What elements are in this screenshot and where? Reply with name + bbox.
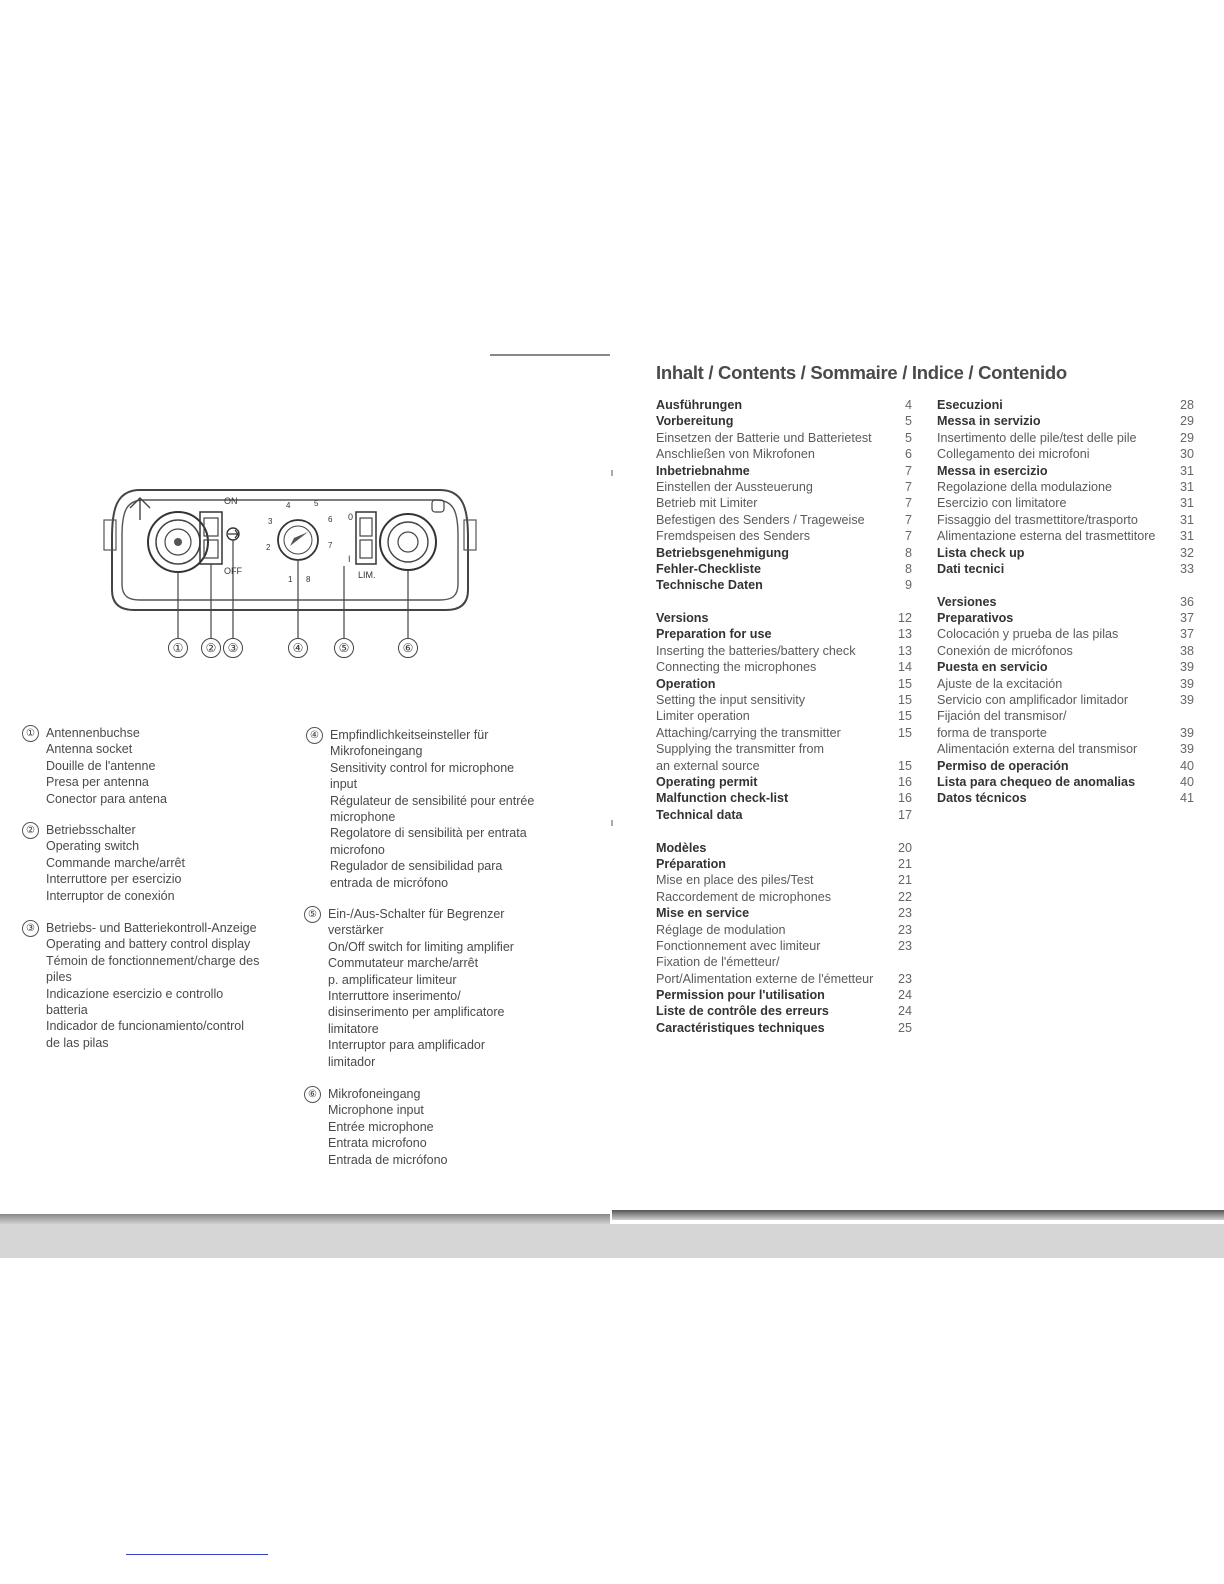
toc-page-number: 25 (897, 1020, 912, 1035)
toc-section-entry[interactable] (937, 545, 1194, 561)
toc-section-entry[interactable] (656, 987, 912, 1003)
toc-entry-title: Liste de contrôle des erreurs (656, 1004, 829, 1019)
legend-line: Regulador de sensibilidad para (330, 859, 503, 874)
toc-entry-title: Ajuste de la excitación (937, 676, 1063, 691)
toc-entry-title: Connecting the microphones (656, 660, 817, 675)
toc-subentry[interactable] (656, 872, 912, 888)
legend-item-4 (306, 727, 534, 891)
legend-line: On/Off switch for limiting amplifier (328, 939, 514, 954)
toc-page-number: 15 (897, 758, 912, 773)
toc-page-number: 36 (1179, 594, 1194, 609)
legend-line: Mikrofoneingang (328, 1087, 421, 1101)
device-panel-diagram (100, 470, 480, 650)
legend-line: Entrata microfono (328, 1136, 427, 1151)
legend-line: Operating and battery control display (46, 937, 251, 952)
toc-page-number: 8 (904, 561, 912, 576)
toc-subentry[interactable] (656, 889, 912, 905)
toc-subentry[interactable] (656, 725, 912, 741)
gutter-mark (611, 470, 613, 476)
zero-label: 0 (348, 512, 354, 522)
legend-line: entrada de micrófono (330, 875, 449, 890)
toc-subentry[interactable] (656, 758, 912, 774)
toc-page-number: 40 (1179, 774, 1194, 789)
limiter-switch-icon (348, 512, 376, 580)
off-label: OFF (224, 566, 242, 576)
toc-subentry[interactable] (656, 446, 912, 462)
scan-background (0, 1224, 1224, 1258)
toc-section-entry[interactable] (656, 1003, 912, 1019)
legend-item-2 (22, 822, 185, 904)
toc-page-number: 31 (1179, 463, 1194, 478)
legend-line: piles (46, 970, 72, 985)
toc-subentry[interactable] (937, 512, 1194, 528)
toc-section-entry[interactable] (937, 758, 1194, 774)
legend-line: Témoin de fonctionnement/charge des (46, 953, 260, 968)
toc-entry-title: Conexión de micrófonos (937, 643, 1073, 658)
toc-section-entry[interactable] (656, 856, 912, 872)
toc-section-entry[interactable] (656, 905, 912, 921)
legend-line: limitatore (328, 1021, 379, 1036)
toc-entry-title: Einstellen der Aussteuerung (656, 479, 813, 494)
legend-line: Douille de l'antenne (46, 758, 156, 773)
toc-entry-title: Messa in servizio (937, 414, 1041, 429)
control-display-icon (227, 528, 239, 540)
toc-page-number: 17 (897, 807, 912, 822)
legend-line: Commande marche/arrêt (46, 855, 185, 870)
toc-page-number: 39 (1179, 660, 1194, 675)
dial-number: 1 (288, 575, 293, 584)
toc-page-number: 22 (897, 889, 912, 904)
toc-entry-title: Betriebsgenehmigung (656, 545, 789, 560)
toc-entry-title: Versions (656, 611, 709, 626)
dial-number: 6 (328, 515, 333, 524)
toc-subentry[interactable] (656, 479, 912, 495)
toc-page-number: 23 (897, 922, 912, 937)
page-top-edge (490, 354, 610, 356)
legend-item-1 (22, 725, 167, 807)
toc-entry-title: Ausführungen (656, 398, 743, 412)
toc-page-number: 23 (897, 971, 912, 986)
toc-subentry[interactable] (937, 479, 1194, 495)
toc-subentry[interactable] (937, 446, 1194, 462)
toc-page-number: 8 (904, 545, 912, 560)
toc-subentry[interactable] (937, 676, 1194, 692)
toc-subentry[interactable] (656, 954, 912, 970)
toc-section-entry[interactable] (656, 463, 912, 479)
manual-spread (0, 350, 1224, 1270)
toc-entry-title: Inserting the batteries/battery check (656, 643, 856, 658)
toc-entry-title: Preparation for use (656, 627, 772, 642)
toc-entry-title: Einsetzen der Batterie und Batterietest (656, 430, 872, 445)
toc-page-number: 39 (1179, 676, 1194, 691)
toc-section-entry[interactable] (656, 807, 912, 823)
dial-number: 5 (314, 499, 319, 508)
toc-section-entry[interactable] (656, 577, 912, 593)
toc-entry-title: Attaching/carrying the transmitter (656, 725, 841, 740)
legend-line: Antennenbuchse (46, 726, 140, 740)
toc-page-number: 15 (897, 676, 912, 691)
legend-line: verstärker (328, 923, 384, 938)
microphone-input-icon (380, 514, 436, 570)
toc-entry-title: Insertimento delle pile/test delle pile (937, 430, 1137, 445)
legend-line: Conector para antena (46, 791, 167, 806)
toc-subentry[interactable] (937, 725, 1194, 741)
toc-subentry[interactable] (937, 643, 1194, 659)
legend-line: Operating switch (46, 839, 140, 854)
toc-entry-title: Puesta en servicio (937, 660, 1048, 675)
toc-section-entry[interactable] (937, 413, 1194, 429)
legend-number: ② (22, 822, 39, 839)
toc-page-number: 24 (897, 1004, 912, 1019)
toc-section-entry[interactable] (656, 413, 912, 429)
page-bottom-edge-left (0, 1214, 610, 1224)
toc-entry-title: Fissaggio del trasmettitore/trasporto (937, 512, 1138, 527)
toc-subentry[interactable] (937, 741, 1194, 757)
toc-entry-title: Raccordement de microphones (656, 889, 832, 904)
toc-page-number: 37 (1179, 611, 1194, 626)
dial-number: 2 (266, 543, 271, 552)
toc-subentry[interactable] (937, 495, 1194, 511)
toc-entry-title: Dati tecnici (937, 561, 1005, 576)
toc-entry-title: Anschließen von Mikrofonen (656, 447, 815, 462)
toc-entry-title: Fremdspeisen des Senders (656, 529, 811, 544)
toc-subentry[interactable] (937, 692, 1194, 708)
toc-entry-title: Messa in esercizio (937, 463, 1048, 478)
legend-line: Regolatore di sensibilità per entrata (330, 826, 527, 841)
toc-page-number: 40 (1179, 758, 1194, 773)
toc-entry-title: Fehler-Checkliste (656, 561, 761, 576)
callout-4: ④ (288, 638, 308, 658)
toc-entry-title: Technical data (656, 807, 743, 822)
toc-spacer (937, 577, 1194, 593)
toc-entry-title: Fixation de l'émetteur/ (656, 955, 780, 970)
legend-number: ① (22, 725, 39, 742)
legend-line: Antenna socket (46, 742, 133, 757)
toc-subentry[interactable] (656, 692, 912, 708)
toc-section-entry[interactable] (937, 561, 1194, 577)
toc-page-number: 39 (1179, 725, 1194, 740)
toc-entry-title: Esecuzioni (937, 398, 1003, 412)
legend-item-5 (304, 906, 514, 1070)
legend-line: Indicador de funcionamiento/control (46, 1019, 245, 1034)
toc-section-entry[interactable] (656, 561, 912, 577)
toc-entry-title: Modèles (656, 840, 707, 855)
legend-item-6 (304, 1086, 448, 1168)
toc-subentry[interactable] (656, 512, 912, 528)
toc-page-number: 29 (1179, 430, 1194, 445)
legend-line: Empfindlichkeitseinsteller für (330, 728, 489, 742)
toc-entry-title: Befestigen des Senders / Trageweise (656, 512, 865, 527)
toc-entry-title: Réglage de modulation (656, 922, 786, 937)
toc-section-entry[interactable] (937, 774, 1194, 790)
link-underline (126, 1554, 268, 1555)
contents-title: Inhalt / Contents / Sommaire / Indice / Contenido (656, 362, 1067, 383)
legend-item-3 (22, 920, 259, 1051)
toc-subentry[interactable] (656, 430, 912, 446)
toc-subentry[interactable] (656, 659, 912, 675)
toc-entry-title: Datos técnicos (937, 791, 1027, 806)
toc-subentry[interactable] (937, 528, 1194, 544)
legend-line: Microphone input (328, 1103, 424, 1118)
toc-entry-title: Setting the input sensitivity (656, 693, 806, 708)
toc-entry-title: forma de transporte (937, 725, 1047, 740)
toc-page-number: 16 (897, 774, 912, 789)
legend-number: ④ (306, 727, 323, 744)
toc-subentry[interactable] (656, 708, 912, 724)
toc-page-number: 23 (897, 906, 912, 921)
legend-line: microphone (330, 810, 396, 825)
legend-line: Mikrofoneingang (330, 744, 423, 759)
on-label: ON (224, 496, 238, 506)
toc-entry-title: Operation (656, 676, 716, 691)
toc-page-number: 32 (1179, 545, 1194, 560)
toc-subentry[interactable] (656, 528, 912, 544)
toc-section-entry[interactable] (937, 790, 1194, 806)
toc-subentry[interactable] (937, 626, 1194, 642)
toc-page-number: 28 (1179, 398, 1194, 412)
toc-page-number: 31 (1179, 529, 1194, 544)
toc-page-number: 30 (1179, 447, 1194, 462)
toc-page-number: 7 (904, 496, 912, 511)
toc-page-number: 37 (1179, 627, 1194, 642)
callout-6: ⑥ (398, 638, 418, 658)
toc-subentry[interactable] (937, 430, 1194, 446)
toc-page-number: 7 (904, 529, 912, 544)
toc-page-number: 31 (1179, 496, 1194, 511)
toc-subentry[interactable] (937, 708, 1194, 724)
legend-line: input (330, 777, 358, 792)
toc-entry-title: Malfunction check-list (656, 791, 789, 806)
dial-number: 7 (328, 541, 333, 550)
legend-number: ③ (22, 920, 39, 937)
legend-line: Interruptor para amplificador (328, 1038, 486, 1053)
toc-entry-title: Collegamento dei microfoni (937, 447, 1090, 462)
callout-5: ⑤ (334, 638, 354, 658)
legend-line: Commutateur marche/arrêt (328, 956, 479, 971)
toc-entry-title: Regolazione della modulazione (937, 479, 1113, 494)
legend-line: Betriebs- und Batteriekontroll-Anzeige (46, 921, 257, 935)
toc-page-number: 41 (1179, 791, 1194, 806)
sensitivity-dial-icon (278, 520, 318, 560)
page-bottom-edge-right (612, 1210, 1224, 1220)
legend-number: ⑥ (304, 1086, 321, 1103)
toc-page-number: 15 (897, 693, 912, 708)
toc-entry-title: Permiso de operación (937, 758, 1069, 773)
callout-3: ③ (223, 638, 243, 658)
toc-section-entry[interactable] (656, 676, 912, 692)
legend-line: Ein-/Aus-Schalter für Begrenzer (328, 907, 505, 921)
legend-line: microfono (330, 842, 385, 857)
toc-entry-title: Mise en service (656, 906, 750, 921)
toc-page-number: 5 (904, 430, 912, 445)
toc-entry-title: Technische Daten (656, 578, 763, 593)
legend-line: Interruttore inserimento/ (328, 989, 461, 1004)
toc-section-entry[interactable] (937, 610, 1194, 626)
callout-row (0, 638, 480, 662)
toc-entry-title: Préparation (656, 856, 726, 871)
toc-section-entry[interactable] (656, 1020, 912, 1036)
toc-entry-title: Lista check up (937, 545, 1025, 560)
legend-line: Interruptor de conexión (46, 888, 175, 903)
toc-page-number: 39 (1179, 693, 1194, 708)
legend-line: p. amplificateur limiteur (328, 972, 457, 987)
toc-page-number: 7 (904, 463, 912, 478)
toc-subentry[interactable] (656, 741, 912, 757)
toc-entry-title: Preparativos (937, 611, 1014, 626)
toc-column-right (937, 397, 1194, 807)
legend-line: Interruttore per esercizio (46, 872, 182, 887)
legend-line: Régulateur de sensibilité pour entrée (330, 793, 535, 808)
toc-entry-title: Fonctionnement avec limiteur (656, 938, 821, 953)
toc-section-entry[interactable] (656, 397, 912, 413)
toc-subentry[interactable] (656, 643, 912, 659)
antenna-socket-icon (148, 512, 208, 572)
toc-page-number: 13 (897, 643, 912, 658)
toc-entry-title: Alimentación externa del transmisor (937, 742, 1138, 757)
toc-page-number: 16 (897, 791, 912, 806)
toc-section-entry[interactable] (937, 659, 1194, 675)
toc-section-entry[interactable] (656, 626, 912, 642)
toc-page-number: 9 (904, 578, 912, 593)
legend-line: batteria (46, 1003, 88, 1018)
toc-page-number: 4 (904, 398, 912, 412)
legend-line: Entrée microphone (328, 1119, 434, 1134)
toc-section-entry[interactable] (656, 790, 912, 806)
toc-entry-title: Vorbereitung (656, 414, 734, 429)
toc-page-number: 7 (904, 479, 912, 494)
toc-subentry[interactable] (656, 922, 912, 938)
legend-number: ⑤ (304, 906, 321, 923)
toc-page-number: 29 (1179, 414, 1194, 429)
toc-entry-title: Versiones (937, 594, 997, 609)
legend-line: limitador (328, 1054, 376, 1069)
toc-page-number: 31 (1179, 479, 1194, 494)
legend-line: de las pilas (46, 1035, 109, 1050)
toc-entry-title: Permission pour l'utilisation (656, 988, 825, 1003)
toc-page-number: 15 (897, 709, 912, 724)
legend-line: Betriebsschalter (46, 823, 136, 837)
toc-page-number: 5 (904, 414, 912, 429)
toc-entry-title: Mise en place des piles/Test (656, 873, 814, 888)
toc-entry-title: Supplying the transmitter from (656, 742, 824, 757)
toc-section-entry[interactable] (656, 840, 912, 856)
toc-entry-title: Esercizio con limitatore (937, 496, 1067, 511)
toc-section-entry[interactable] (937, 594, 1194, 610)
legend-line: disinserimento per amplificatore (328, 1005, 505, 1020)
toc-page-number: 14 (897, 660, 912, 675)
toc-page-number: 39 (1179, 742, 1194, 757)
toc-entry-title: Operating permit (656, 774, 758, 789)
toc-entry-title: Lista para chequeo de anomalias (937, 774, 1136, 789)
toc-spacer (656, 594, 912, 610)
toc-entry-title: Limiter operation (656, 709, 750, 724)
toc-page-number: 13 (897, 627, 912, 642)
dial-number: 4 (286, 501, 291, 510)
callout-1: ① (168, 638, 188, 658)
toc-page-number: 38 (1179, 643, 1194, 658)
toc-column-left (656, 397, 912, 1036)
toc-page-number: 31 (1179, 512, 1194, 527)
toc-page-number: 23 (897, 938, 912, 953)
toc-entry-title: Port/Alimentation externe de l'émetteur (656, 971, 874, 986)
toc-page-number: 12 (897, 611, 912, 626)
toc-section-entry[interactable] (656, 545, 912, 561)
toc-page-number: 20 (897, 840, 912, 855)
legend-line: Indicazione esercizio e controllo (46, 986, 224, 1001)
toc-page-number: 15 (897, 725, 912, 740)
toc-section-entry[interactable] (937, 463, 1194, 479)
dial-number: 3 (268, 517, 273, 526)
legend-line: Sensitivity control for microphone (330, 760, 515, 775)
toc-subentry[interactable] (656, 495, 912, 511)
toc-page-number: 33 (1179, 561, 1194, 576)
callout-2: ② (201, 638, 221, 658)
toc-spacer (656, 823, 912, 839)
toc-page-number: 7 (904, 512, 912, 527)
toc-section-entry[interactable] (937, 397, 1194, 413)
toc-section-entry[interactable] (656, 774, 912, 790)
toc-subentry[interactable] (656, 971, 912, 987)
toc-entry-title: Alimentazione esterna del trasmettitore (937, 529, 1156, 544)
one-label: I (348, 554, 351, 564)
toc-page-number: 21 (897, 856, 912, 871)
gutter-mark (611, 820, 613, 826)
toc-page-number: 21 (897, 873, 912, 888)
toc-page-number: 6 (904, 447, 912, 462)
toc-section-entry[interactable] (656, 610, 912, 626)
toc-entry-title: Betrieb mit Limiter (656, 496, 758, 511)
toc-entry-title: Fijación del transmisor/ (937, 709, 1067, 724)
lim-label: LIM. (358, 570, 376, 580)
legend-line: Presa per antenna (46, 775, 149, 790)
dial-number: 8 (306, 575, 311, 584)
toc-entry-title: an external source (656, 758, 760, 773)
toc-entry-title: Colocación y prueba de las pilas (937, 627, 1119, 642)
toc-entry-title: Inbetriebnahme (656, 463, 750, 478)
toc-entry-title: Servicio con amplificador limitador (937, 693, 1129, 708)
toc-page-number: 24 (897, 988, 912, 1003)
toc-entry-title: Caractéristiques techniques (656, 1020, 825, 1035)
legend-line: Entrada de micrófono (328, 1152, 448, 1167)
toc-subentry[interactable] (656, 938, 912, 954)
